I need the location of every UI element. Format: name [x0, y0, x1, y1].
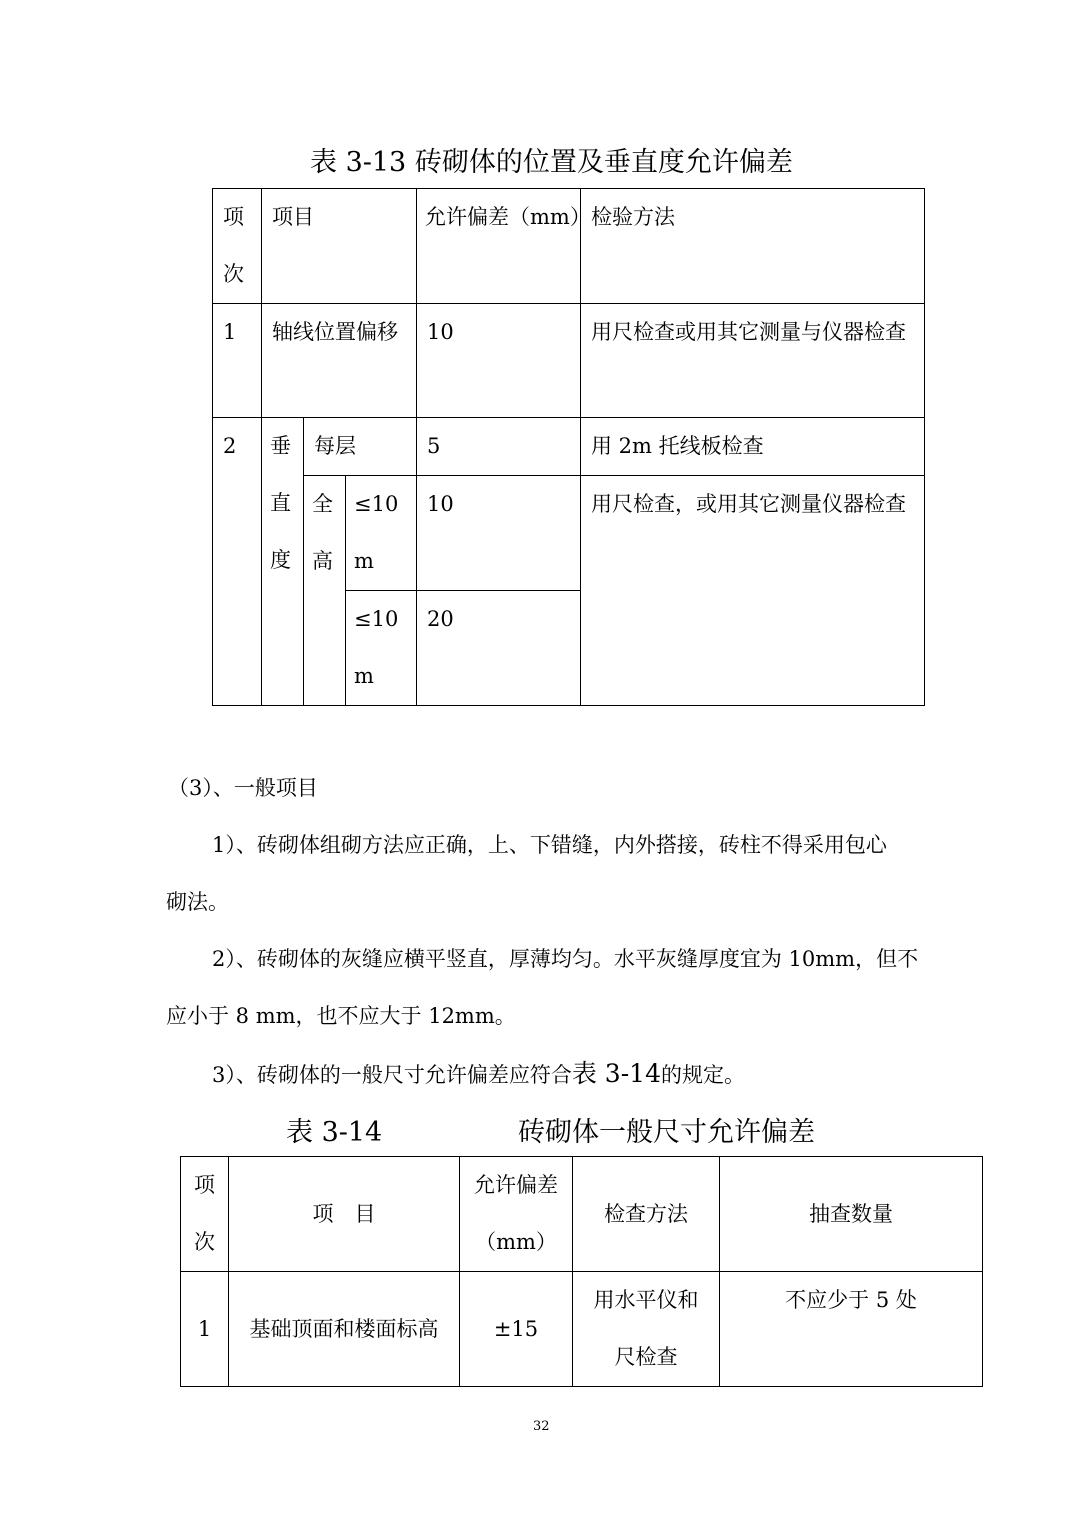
table-header-row [181, 1157, 983, 1272]
row1-tolerance: 10 [417, 304, 581, 418]
t14-row1-index: 1 [181, 1272, 229, 1387]
paragraph-3-text: 3）、砖砌体的一般尺寸允许偏差应符合 [212, 1063, 572, 1087]
paragraph-1-line-2: 砌法。 [166, 890, 229, 914]
t14-row1-count: 不应少于 5 处 [720, 1272, 983, 1387]
paragraph-3 [212, 1045, 745, 1104]
row1-item: 轴线位置偏移 [262, 304, 417, 418]
row2-tolerance-a: 10 [417, 476, 581, 591]
row2-sub-full-height: 全高 [304, 476, 346, 706]
row2-method-each-floor: 用 2m 托线板检查 [581, 418, 925, 476]
section-heading: （3）、一般项目 [168, 776, 318, 800]
page-number: 32 [533, 1419, 550, 1434]
row2-item: 垂直度 [262, 418, 304, 706]
t14-row1-method: 用水平仪和尺检查 [573, 1272, 720, 1387]
table-row [213, 476, 925, 591]
table-3-14 [180, 1156, 983, 1387]
t14-header-index: 项次 [181, 1157, 229, 1272]
table-row [213, 418, 925, 476]
row2-tolerance-b: 20 [417, 591, 581, 706]
row2-cond-b: ≤10m [346, 591, 417, 706]
t14-header-item: 项 目 [229, 1157, 460, 1272]
row2-sub-each-floor: 每层 [304, 418, 417, 476]
row2-tolerance-each-floor: 5 [417, 418, 581, 476]
header-tolerance: 允许偏差（mm） [417, 189, 581, 304]
row2-index: 2 [213, 418, 262, 706]
t14-header-tolerance: 允许偏差（mm） [460, 1157, 573, 1272]
row2-cond-a: ≤10m [346, 476, 417, 591]
table-3-14-title-text: 砖砌体一般尺寸允许偏差 [518, 1117, 815, 1148]
paragraph-1-line-1: 1）、砖砌体组砌方法应正确，上、下错缝，内外搭接，砖柱不得采用包心 [212, 833, 887, 857]
t14-row1-tolerance: ±15 [460, 1272, 573, 1387]
table-3-13 [212, 188, 925, 706]
table-header-row [213, 189, 925, 304]
t14-header-count: 抽查数量 [720, 1157, 983, 1272]
paragraph-2-line-2: 应小于 8 mm，也不应大于 12mm。 [166, 1004, 516, 1028]
header-method: 检验方法 [581, 189, 925, 304]
t14-header-method: 检查方法 [573, 1157, 720, 1272]
paragraph-3-suffix: 的规定。 [660, 1063, 745, 1087]
header-item: 项目 [262, 189, 417, 304]
table-row [181, 1272, 983, 1387]
paragraph-2-line-1: 2）、砖砌体的灰缝应横平竖直，厚薄均匀。水平灰缝厚度宜为 10mm，但不 [212, 947, 919, 971]
table-3-13-title: 表 3-13 砖砌体的位置及垂直度允许偏差 [310, 147, 793, 178]
table-row [213, 304, 925, 418]
table-3-14-title-number: 表 3-14 [286, 1117, 383, 1148]
row2-method-full-height: 用尺检查，或用其它测量仪器检查 [581, 476, 925, 706]
table-3-14-reference: 表 3-14 [571, 1059, 661, 1088]
t14-row1-item: 基础顶面和楼面标高 [229, 1272, 460, 1387]
header-index: 项次 [213, 189, 262, 304]
row1-index: 1 [213, 304, 262, 418]
row1-method: 用尺检查或用其它测量与仪器检查 [581, 304, 925, 418]
